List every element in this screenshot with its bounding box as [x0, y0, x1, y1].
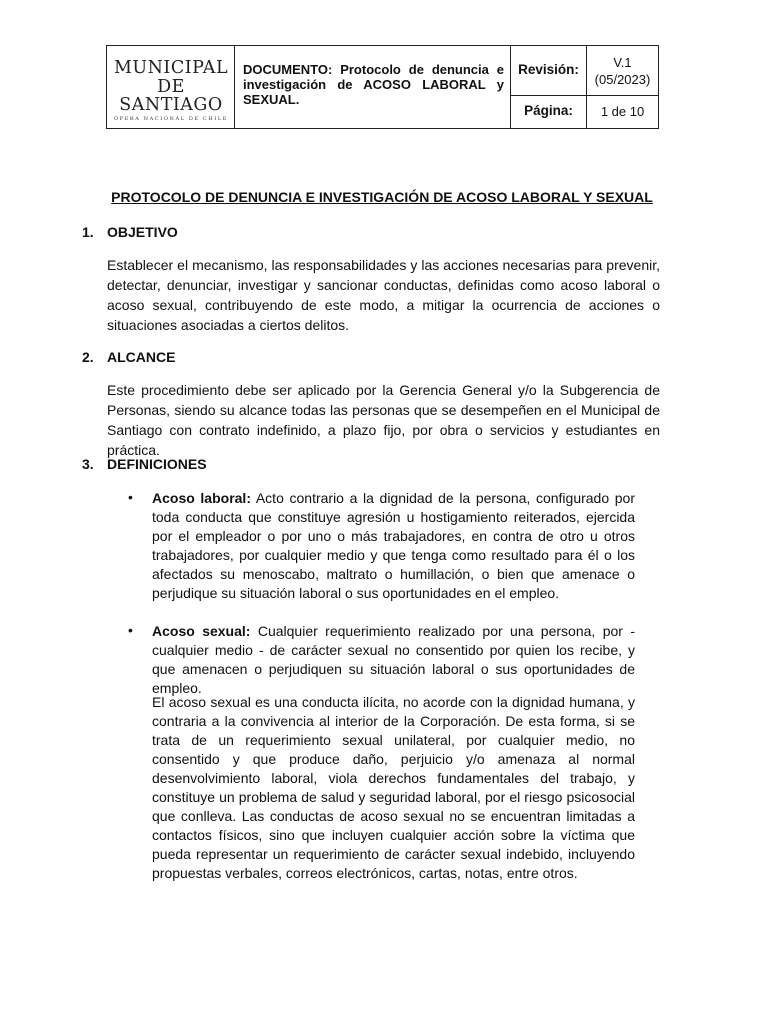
bullet-marker: • — [128, 622, 133, 638]
document-title: PROTOCOLO DE DENUNCIA E INVESTIGACIÓN DE ACOSO LABORAL Y SEXUAL — [111, 189, 653, 205]
section-number: 3. — [82, 456, 94, 472]
definition-text: Cualquier requerimiento realizado por una persona, por - cualquier medio - de carácter sexual no consentido por quien los recibe, y que amenacen o perjudiquen su situación laboral o sus oportunidades de empleo. — [152, 623, 635, 696]
revision-label: Revisión: — [518, 62, 579, 77]
page-number: 1 de 10 — [600, 104, 645, 119]
section-heading-alcance — [82, 349, 175, 365]
definition-acoso-sexual — [152, 622, 635, 698]
logo-line-1: MUNICIPAL — [113, 58, 229, 78]
page-label-cell — [511, 96, 587, 128]
section-title: ALCANCE — [107, 349, 176, 365]
document-label: DOCUMENTO: Protocolo de denuncia e investigación de ACOSO LABORAL y SEXUAL. — [243, 62, 504, 107]
definition-term: Acoso sexual: — [152, 623, 251, 639]
definition-term: Acoso laboral: — [152, 490, 251, 506]
section-heading-definiciones — [82, 456, 207, 472]
revision-label-cell — [511, 46, 587, 96]
document-header-table — [106, 45, 659, 129]
logo-line-3: SANTIAGO — [119, 95, 223, 115]
section-number: 1. — [82, 224, 94, 240]
revision-date: (05/2023) — [594, 72, 651, 87]
acoso-sexual-explanation: El acoso sexual es una conducta ilícita, no acorde con la dignidad humana, y contraria a la convivencia al interior de la Corporación. De esta forma, si se trata de un requerimiento sexual unilateral, por cualquier medio, no consentido y que produce daño, perjuicio y/o amenaza al normal desenvolvimiento laboral, viola derechos fundamentales del trabajo, y constituye un problema de salud y seguridad laboral, por el riesgo psicosocial que conlleva. Las conductas de acoso sexual no se encuentran limitadas a contactos físicos, sino que incluyen cualquier acción sobre la víctima que pueda representar un requerimiento de carácter sexual indebido, incluyendo propuestas verbales, correos electrónicos, cartas, notas, entre otros. — [152, 694, 635, 881]
definition-acoso-laboral — [152, 489, 635, 603]
definition-text: Acto contrario a la dignidad de la persona, configurado por toda conducta que constituye agresión u hostigamiento reiterados, ejercida por el empleador o por uno o más trabajadores, en contra de otro u otros trabajadores, por cualquier medio y que tenga como resultado para él o los afectados su menoscabo, maltrato o humillación, o bien que amenace o perjudique su situación laboral o sus oportunidades en el empleo. — [152, 490, 635, 601]
page-value-cell — [587, 96, 658, 128]
bullet-marker: • — [128, 489, 133, 505]
section-title: OBJETIVO — [107, 224, 178, 240]
logo-tagline: ÓPERA NACIONAL DE CHILE — [113, 116, 229, 122]
section-title: DEFINICIONES — [107, 456, 207, 472]
page-label: Página: — [524, 103, 573, 118]
revision-version: V.1 — [613, 55, 632, 70]
logo-cell — [107, 46, 235, 128]
logo-line-2: DE — [157, 77, 185, 97]
section-heading-objetivo — [82, 224, 178, 240]
objetivo-paragraph: Establecer el mecanismo, las responsabilidades y las acciones necesarias para prevenir, detectar, denunciar, investigar y sancionar conductas, definidas como acoso laboral o acoso sexual, contribuyendo de este modo, a mitigar la ocurrencia de acciones o situaciones asociadas a ciertos delitos. — [107, 257, 660, 333]
section-number: 2. — [82, 349, 94, 365]
revision-value-cell — [587, 46, 658, 96]
alcance-paragraph: Este procedimiento debe ser aplicado por la Gerencia General y/o la Subgerencia de Personas, siendo su alcance todas las personas que se desempeñen en el Municipal de Santiago con contrato indefinido, a plazo fijo, por obra o servicios y estudiantes en práctica. — [107, 382, 660, 458]
document-title-cell — [235, 46, 511, 128]
